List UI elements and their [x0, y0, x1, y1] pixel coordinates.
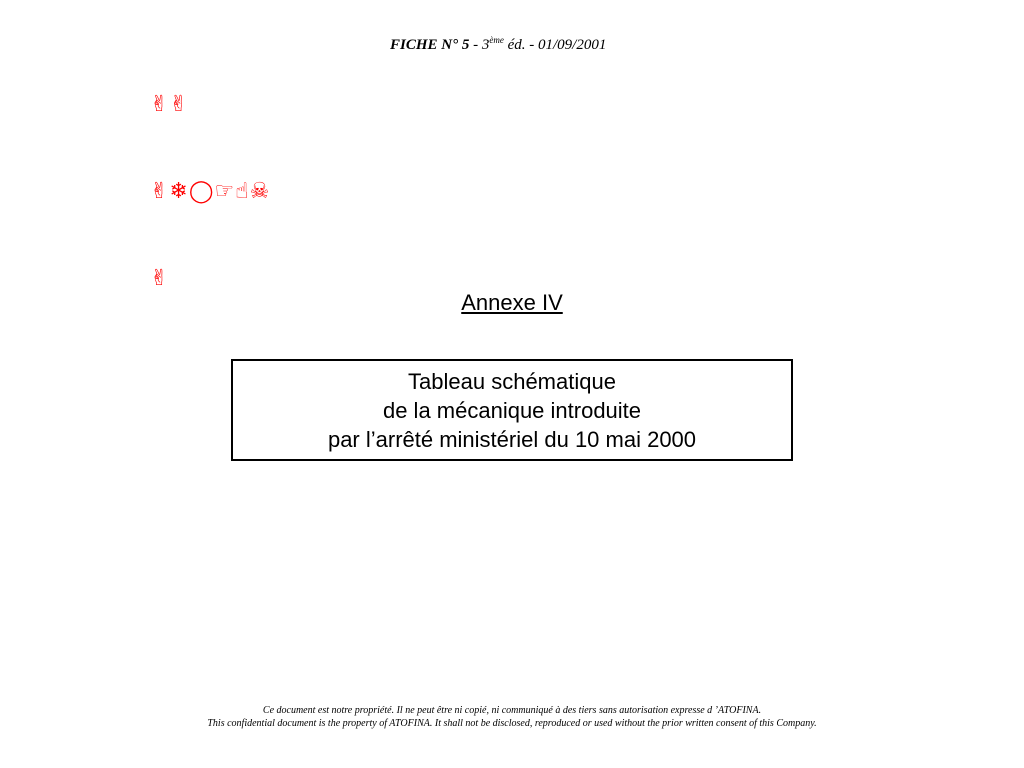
fiche-number: FICHE N° 5: [390, 37, 470, 53]
annex-title: Annexe IV: [461, 290, 563, 315]
title-box: [231, 359, 793, 461]
footer-line-english: This confidential document is the property of ATOFINA. It shall not be disclosed, reproduced or used without the prior written consent of this Company.: [207, 718, 817, 729]
edition-number: - 3: [469, 37, 490, 53]
title-line-1: Tableau schématique: [408, 368, 616, 394]
title-line-2: de la mécanique introduite: [382, 397, 642, 423]
footer-line-french: Ce document est notre propriété. Il ne peut être ni copié, ni communiqué à des tiers sans autorisation expresse d ’ATOFINA.: [262, 705, 762, 716]
document-header: [390, 35, 606, 54]
edition-superscript: ème: [489, 35, 504, 45]
logo-line-1: ✌✌: [150, 92, 189, 117]
title-line-3: par l’arrêté ministériel du 10 mai 2000: [327, 426, 697, 452]
logo-line-2: ✌❄◯☞☝☠: [150, 179, 271, 204]
edition-date: éd. - 01/09/2001: [503, 37, 607, 53]
confidentiality-footer: [0, 704, 1024, 730]
logo-line-3: ✌: [150, 266, 170, 291]
